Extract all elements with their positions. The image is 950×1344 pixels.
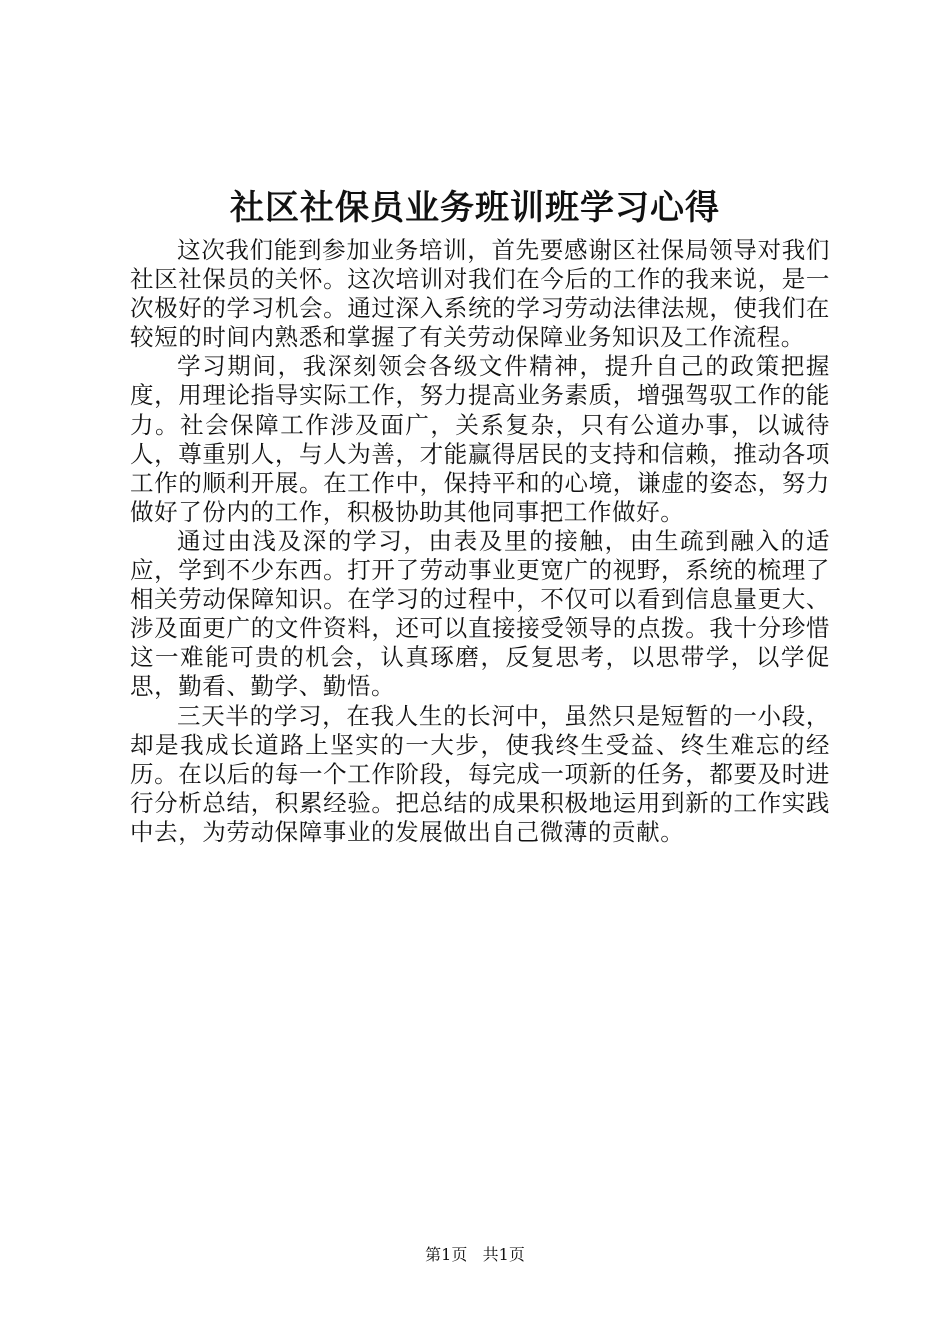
page-total: 共1页: [482, 1245, 525, 1264]
paragraph-3: 通过由浅及深的学习，由表及里的接触，由生疏到融入的适应，学到不少东西。打开了劳动事业更宽广的视野，系统的梳理了相关劳动保障知识。在学习的过程中，不仅可以看到信息量更大、涉及面更广的文件资料，还可以直接接受领导的点拨。我十分珍惜这一难能可贵的机会，认真琢磨，反复思考，以思带学，以学促思，勤看、勤学、勤悟。: [130, 526, 830, 701]
paragraph-4: 三天半的学习，在我人生的长河中，虽然只是短暂的一小段，却是我成长道路上坚实的一大步，使我终生受益、终生难忘的经历。在以后的每一个工作阶段，每完成一项新的任务，都要及时进行分析总结，积累经验。把总结的成果积极地运用到新的工作实践中去，为劳动保障事业的发展做出自己微薄的贡献。: [130, 701, 830, 846]
paragraph-2: 学习期间，我深刻领会各级文件精神，提升自己的政策把握度，用理论指导实际工作，努力提高业务素质，增强驾驭工作的能力。社会保障工作涉及面广，关系复杂，只有公道办事，以诚待人，尊重别人，与人为善，才能赢得居民的支持和信赖，推动各项工作的顺利开展。在工作中，保持平和的心境，谦虚的姿态，努力做好了份内的工作，积极协助其他同事把工作做好。: [130, 352, 830, 526]
paragraph-1: 这次我们能到参加业务培训，首先要感谢区社保局领导对我们社区社保员的关怀。这次培训对我们在今后的工作的我来说，是一次极好的学习机会。通过深入系统的学习劳动法律法规，使我们在较短的时间内熟悉和掌握了有关劳动保障业务知识及工作流程。: [130, 236, 830, 352]
page-number: 第1页: [425, 1245, 468, 1264]
document-title: 社区社保员业务班训班学习心得: [230, 188, 720, 228]
page-footer: [0, 1244, 950, 1266]
document-body: [130, 236, 830, 847]
page-spacer: [472, 1244, 477, 1266]
